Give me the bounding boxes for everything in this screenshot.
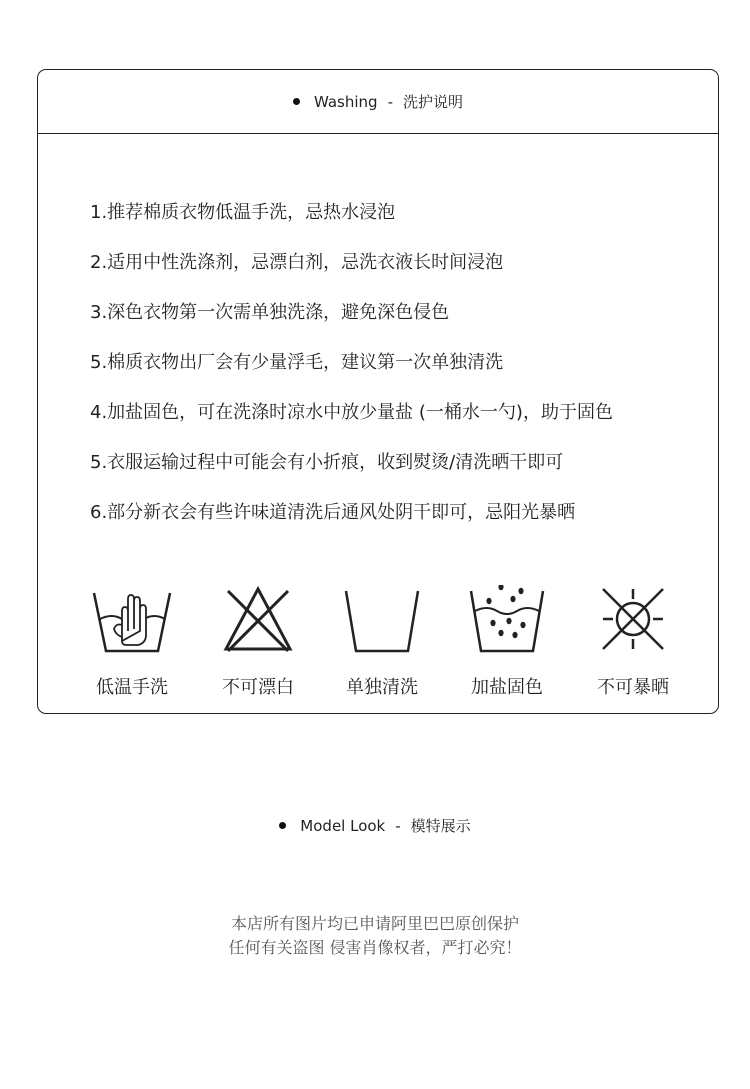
washing-title-cn: 洗护说明 (403, 93, 464, 111)
icon-label: 低温手洗 (96, 677, 168, 698)
no-sun-dry-icon (593, 585, 673, 657)
care-icon-hand-wash (77, 585, 187, 699)
care-rule: 1.推荐棉质衣物低温手洗，忌热水浸泡 (90, 202, 396, 223)
washing-header (38, 70, 718, 134)
notice-line: 任何有关盗图 侵害肖像权者，严打必究！ (228, 938, 522, 957)
model-look-title-en: Model Look (300, 816, 386, 835)
icon-label: 加盐固色 (471, 677, 543, 698)
wash-tub-icon (342, 585, 422, 657)
notice-line: 本店所有图片均已申请阿里巴巴原创保护 (230, 914, 519, 933)
copyright-notice (0, 912, 750, 960)
washing-title-en: Washing (313, 92, 378, 111)
care-icon-no-sun-dry (578, 585, 688, 699)
no-bleach-icon (218, 585, 298, 657)
care-rule: 5.衣服运输过程中可能会有小折痕，收到熨烫/清洗晒干即可 (90, 452, 564, 473)
care-rule: 6.部分新衣会有些许味道清洗后通风处阴干即可，忌阳光暴晒 (90, 502, 576, 523)
care-rule: 3.深色衣物第一次需单独洗涤，避免深色侵色 (90, 302, 450, 323)
care-rule: 4.加盐固色，可在洗涤时凉水中放少量盐 (一桶水一勺)，助于固色 (90, 402, 613, 423)
care-icon-salt-wash (452, 585, 562, 699)
bullet-icon (279, 822, 286, 829)
care-rules-list (90, 198, 613, 548)
salt-wash-icon (467, 585, 547, 657)
icon-label: 不可暴晒 (597, 677, 669, 698)
care-icons-row (38, 585, 718, 705)
care-icon-no-bleach (203, 585, 313, 699)
care-rule: 5.棉质衣物出厂会有少量浮毛，建议第一次单独清洗 (90, 352, 504, 373)
title-separator: - (395, 816, 401, 835)
title-separator: - (387, 92, 393, 111)
care-rule: 2.适用中性洗涤剂，忌漂白剂，忌洗衣液长时间浸泡 (90, 252, 504, 273)
model-look-title-cn: 模特展示 (410, 817, 471, 835)
hand-wash-icon (92, 585, 172, 657)
washing-card (37, 69, 719, 714)
model-look-header (0, 815, 750, 836)
icon-label: 单独清洗 (346, 677, 418, 698)
care-icon-wash-tub (327, 585, 437, 699)
bullet-icon (293, 98, 300, 105)
icon-label: 不可漂白 (222, 677, 294, 698)
